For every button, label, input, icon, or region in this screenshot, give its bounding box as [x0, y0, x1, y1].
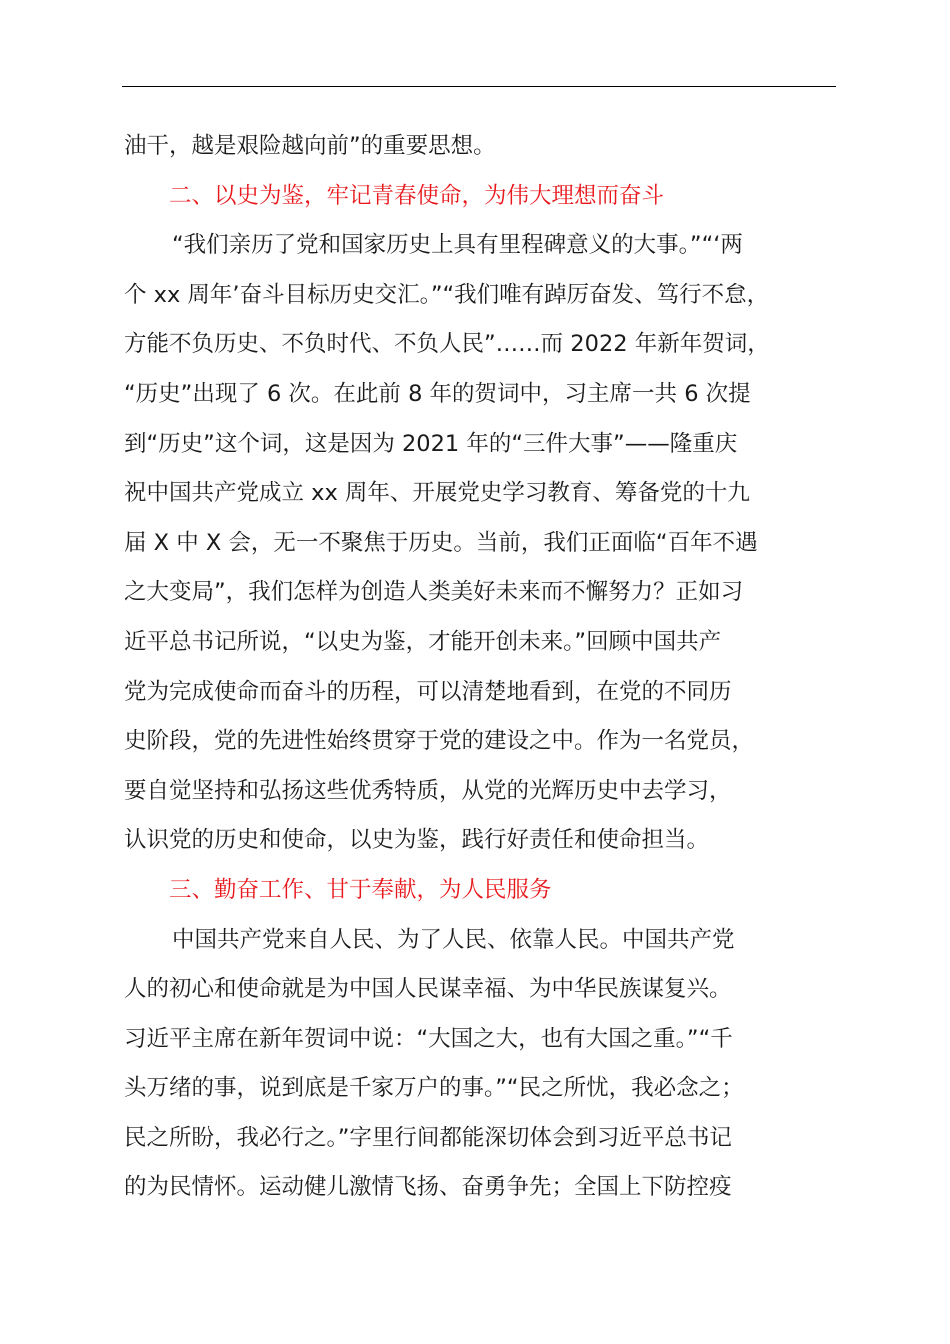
- text-line: 油干，越是艰险越向前”的重要思想。: [124, 133, 496, 159]
- text-line: 认识党的历史和使命，以史为鉴，践行好责任和使命担当。: [124, 827, 710, 854]
- section-heading-1: 二、以史为鉴，牢记青春使命，为伟大理想而奋斗: [169, 182, 665, 209]
- text-line: 之大变局”，我们怎样为创造人类美好未来而不懈努力？正如习: [124, 579, 744, 606]
- text-line: 人的初心和使命就是为中国人民谋幸福、为中华民族谋复兴。: [124, 976, 732, 1003]
- text-line: 方能不负历史、不负时代、不负人民”……而 2022 年新年贺词，: [124, 331, 770, 358]
- text-line: 的为民情怀。运动健儿激情飞扬、奋勇争先；全国上下防控疫: [124, 1174, 732, 1201]
- text-line: 到“历史”这个词，这是因为 2021 年的“三件大事”——隆重庆: [124, 430, 738, 457]
- text-line: 头万绪的事，说到底是千家万户的事。”“民之所忧，我必念之；: [124, 1075, 744, 1102]
- text-line: 届 X 中 X 会，无一不聚焦于历史。当前，我们正面临“百年不遇: [124, 529, 758, 556]
- text-line: 习近平主席在新年贺词中说：“大国之大，也有大国之重。”“千: [124, 1025, 733, 1052]
- text-line: 要自觉坚持和弘扬这些优秀特质，从党的光辉历史中去学习，: [124, 777, 732, 804]
- paragraph-start-line: “我们亲历了党和国家历史上具有里程碑意义的大事。”“‘两: [172, 232, 743, 259]
- document-body: [124, 122, 864, 1213]
- text-line: 近平总书记所说，“以史为鉴，才能开创未来。”回顾中国共产: [124, 628, 722, 655]
- text-line: 个 xx 周年’奋斗目标历史交汇。”“我们唯有踔厉奋发、笃行不怠，: [124, 281, 770, 308]
- header-rule: [122, 86, 836, 87]
- section-heading-2: 三、勤奋工作、甘于奉献，为人民服务: [169, 876, 552, 903]
- text-line: 民之所盼，我必行之。”字里行间都能深切体会到习近平总书记: [124, 1124, 732, 1151]
- text-line: 党为完成使命而奋斗的历程，可以清楚地看到，在党的不同历: [124, 678, 732, 705]
- paragraph-start-line: 中国共产党来自人民、为了人民、依靠人民。中国共产党: [172, 926, 735, 953]
- text-line: 史阶段，党的先进性始终贯穿于党的建设之中。作为一名党员，: [124, 728, 755, 755]
- text-line: 祝中国共产党成立 xx 周年、开展党史学习教育、筹备党的十九: [124, 480, 750, 507]
- text-line: “历史”出现了 6 次。在此前 8 年的贺词中，习主席一共 6 次提: [124, 380, 751, 407]
